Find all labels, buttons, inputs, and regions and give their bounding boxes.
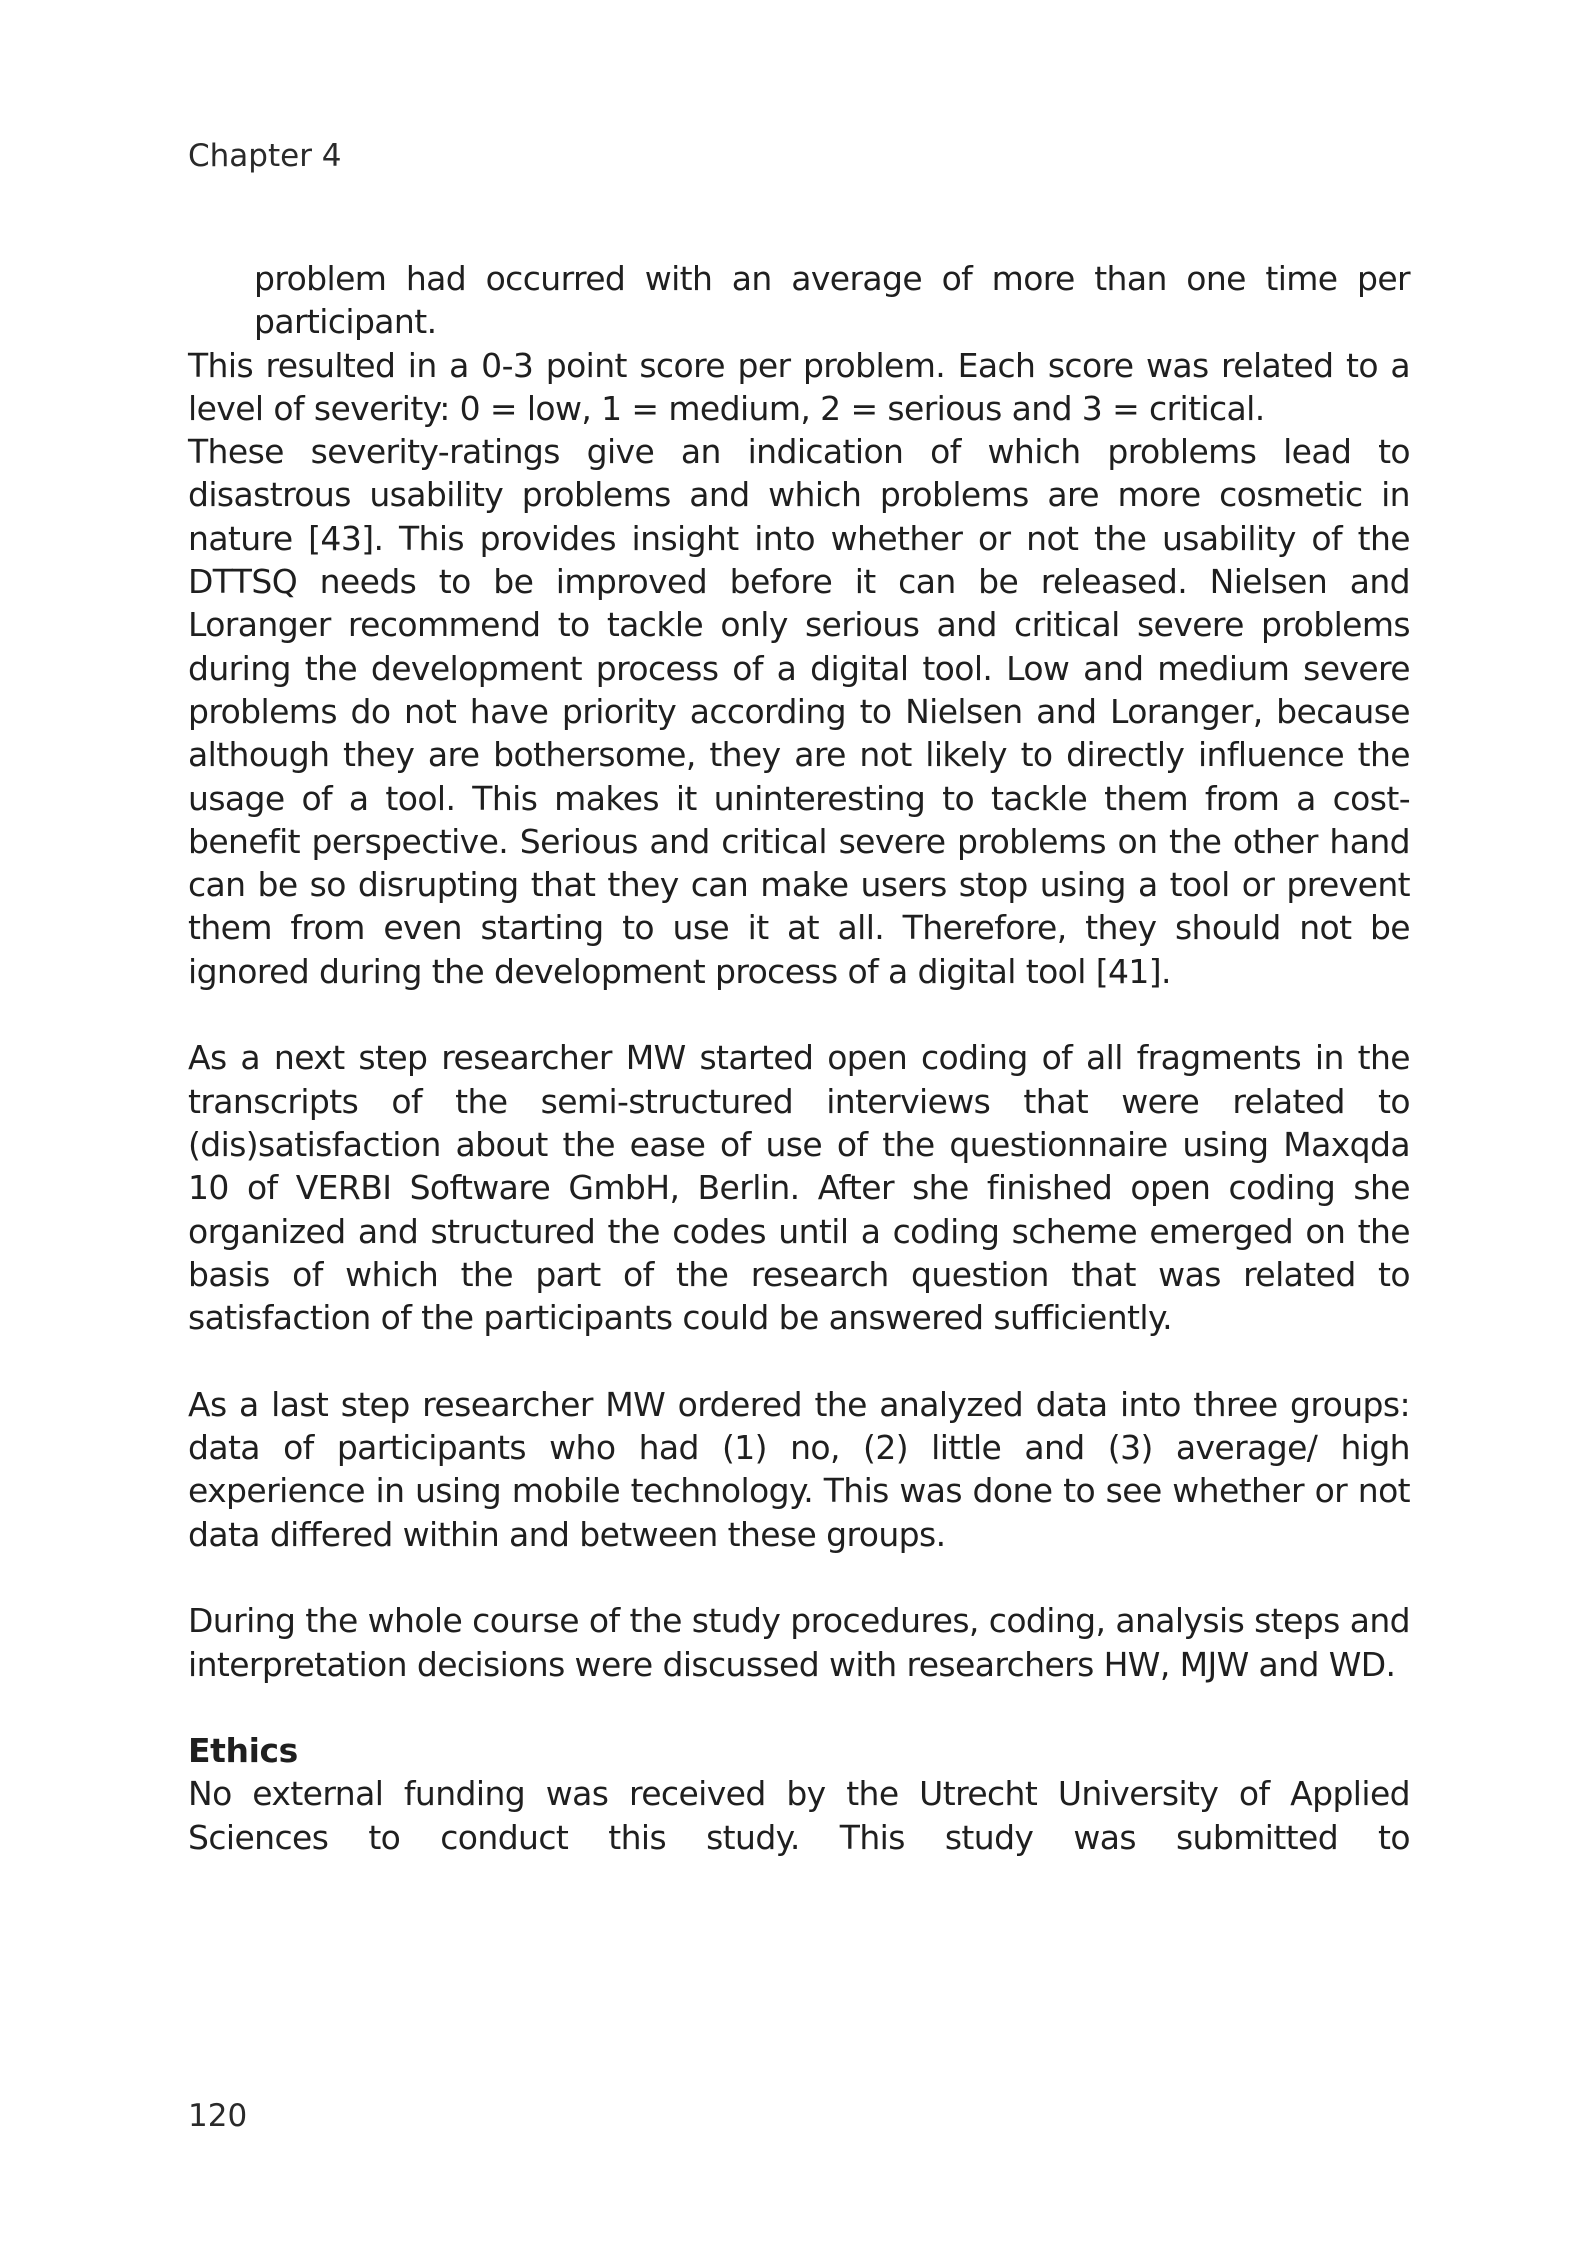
paragraph-severity-explanation: These severity-ratings give an indication of which problems lead to disastrous usability problems and which problems are more cosmetic in nature [43]. This provides insight into whether or not the usability of the DTTSQ needs to be improved before it can be released. Nielsen and Loranger recommend to tackle only serious and critical severe problems during the development process of a digital tool. Low and medium severe problems do not have priority according to Nielsen and Loranger, because although they are bothersome, they are not likely to directly influence the usage of a tool. This makes it uninteresting to tackle them from a cost-benefit perspective. Serious and critical severe problems on the other hand can be so disrupting that they can make users stop using a tool or prevent them from even starting to use it at all. Therefore, they should not be ignored during the development process of a digital tool [41]. — [188, 432, 1410, 991]
body-text — [188, 257, 1410, 1859]
paragraph-open-coding: As a next step researcher MW started open coding of all fragments in the transcripts of the semi-structured interviews that were related to (dis)satisfaction about the ease of use of the questionnaire using Maxqda 10 of VERBI Software GmbH, Berlin. After she finished open coding she organized and structured the codes until a coding scheme emerged on the basis of which the part of the research question that was related to satisfaction of the participants could be answered sufficiently. — [188, 1038, 1410, 1338]
paragraph-continuation: problem had occurred with an average of more than one time per participant. — [254, 259, 1410, 342]
section-heading-ethics: Ethics — [188, 1731, 298, 1771]
paragraph-discussion: During the whole course of the study procedures, coding, analysis steps and interpretation decisions were discussed with researchers HW, MJW and WD. — [188, 1601, 1410, 1684]
paragraph-severity-scale: This resulted in a 0-3 point score per problem. Each score was related to a level of severity: 0 = low, 1 = medium, 2 = serious and 3 = critical. — [188, 345, 1410, 428]
running-header: Chapter 4 — [188, 138, 342, 174]
paragraph-grouping: As a last step researcher MW ordered the analyzed data into three groups: data of participants who had (1) no, (2) little and (3) average/ high experience in using mobile technology. This was done to see whether or not data differed within and between these groups. — [188, 1384, 1410, 1554]
paragraph-ethics: No external funding was received by the Utrecht University of Applied Sciences to conduct this study. This study was submitted to — [188, 1774, 1410, 1857]
page-number: 120 — [188, 2098, 248, 2134]
